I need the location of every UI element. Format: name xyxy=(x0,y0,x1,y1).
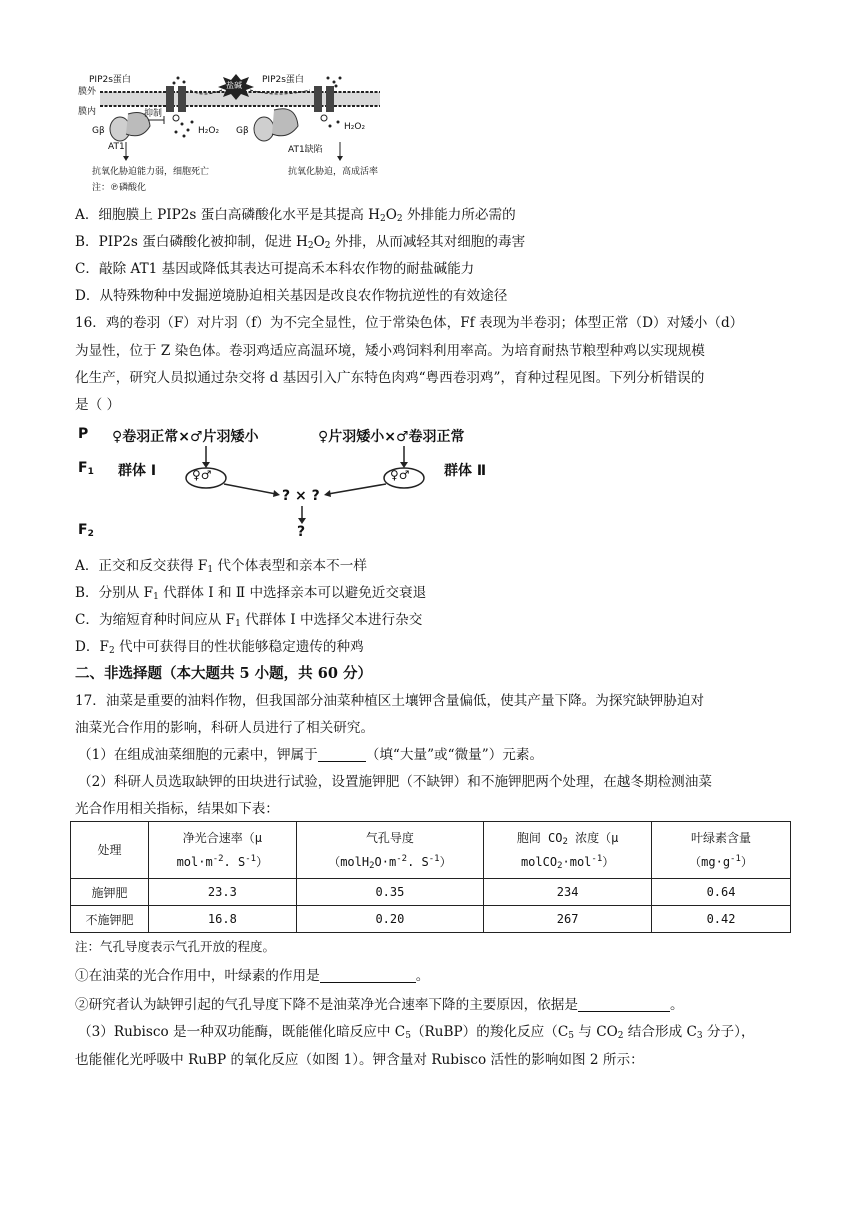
group2-label: 群体 Ⅱ xyxy=(444,463,487,479)
header-net-photosynthesis: 净光合速率（μ $mol\cdot m^{-2}$. $S^{-1}$） xyxy=(149,822,297,879)
figure1-note: 注：℗磷酸化 xyxy=(92,183,147,193)
gbeta-right-label: Gβ xyxy=(236,126,249,136)
results-table xyxy=(70,821,791,933)
table-row xyxy=(71,906,791,933)
header-intercellular-co2: 胞间 $CO_2$ 浓度（μ molCO$_2$·mol$^{-1}$） xyxy=(484,822,652,879)
at1-right-label: AT1缺陷 xyxy=(288,145,323,155)
cell-pn: 23.3 xyxy=(149,879,297,906)
q16-option-d: D．$F_2$ 代中可获得目的性状能够稳定遗传的种鸡 xyxy=(75,639,364,656)
header-stomatal-conductance: 气孔导度 （$molH_2O\cdot m^{-2}$. $S^{-1}$） xyxy=(296,822,484,879)
q16-stem-line4: 是（ ） xyxy=(75,397,121,413)
breeding-diagram xyxy=(78,424,518,542)
outcome-right-label: 抗氧化胁迫，高成活率 xyxy=(288,167,379,177)
q17-part1: （1）在组成油菜细胞的元素中，钾属于 （填“大量”或“微量”）元素。 xyxy=(78,747,544,763)
group1-label: 群体 I xyxy=(118,463,157,479)
cell-treatment: 不施钾肥 xyxy=(71,906,149,933)
at1-left-label: AT1 xyxy=(108,142,125,152)
q17-subq2: ②研究者认为缺钾引起的气孔导度下降不是油菜净光合速率下降的主要原因，依据是 。 xyxy=(75,997,684,1013)
q15-option-a: A．细胞膜上 PIP2s 蛋白高磷酸化水平是其提高 $H_2O_2$ 外排能力所必需的 xyxy=(75,207,516,224)
generation-f1-label: $F_1$ xyxy=(78,460,94,477)
answer-blank-3[interactable] xyxy=(578,997,670,1012)
right-protein-label: PIP2s蛋白 xyxy=(262,75,304,85)
f2-result: ? xyxy=(297,524,306,540)
cross-right: ♀片羽矮小×♂卷羽正常 xyxy=(318,429,465,445)
q15-option-c: C．敲除 AT1 基因或降低其表达可提高禾本科农作物的耐盐碱能力 xyxy=(75,261,475,277)
q16-stem-line2: 为显性，位于 Z 染色体。卷羽鸡适应高温环境，矮小鸡饲料利用率高。为培育耐热节粮型种鸡以实现规模 xyxy=(75,343,705,359)
table-row xyxy=(71,879,791,906)
header-treatment: 处理 xyxy=(71,822,149,879)
inhibit-label: 抑制 xyxy=(144,109,163,119)
cell-pn: 16.8 xyxy=(149,906,297,933)
table-note: 注：气孔导度表示气孔开放的程度。 xyxy=(75,939,276,954)
q17-part2-line1: （2）科研人员选取缺钾的田块进行试验，设置施钾肥（不缺钾）和不施钾肥两个处理，在越冬期检测油菜 xyxy=(78,774,712,790)
outcome-left-label: 抗氧化胁迫能力弱，细胞死亡 xyxy=(92,167,210,177)
q16-stem-line1: 16．鸡的卷羽（F）对片羽（f）为不完全显性，位于常染色体，Ff 表现为半卷羽；体型正常（D）对矮小（d） xyxy=(75,315,744,331)
cell-gs: 0.20 xyxy=(296,906,484,933)
q16-option-b: B．分别从 $F_1$ 代群体 Ⅰ 和 Ⅱ 中选择亲本可以避免近交衰退 xyxy=(75,585,427,602)
q17-subq1: ①在油菜的光合作用中，叶绿素的作用是 。 xyxy=(75,968,430,984)
cell-chl: 0.42 xyxy=(652,906,791,933)
cell-gs: 0.35 xyxy=(296,879,484,906)
generation-f2-label: $F_2$ xyxy=(78,522,94,539)
q16-option-c: C．为缩短育种时间应从 $F_1$ 代群体 Ⅰ 中选择父本进行杂交 xyxy=(75,612,423,629)
gbeta-left-label: Gβ xyxy=(92,126,105,136)
table-header-row xyxy=(71,822,791,879)
q16-stem-line3: 化生产，研究人员拟通过杂交将 d 基因引入广东特色肉鸡“粤西卷羽鸡”，育种过程见图。下列分析错误的 xyxy=(75,370,705,386)
cell-ci: 234 xyxy=(484,879,652,906)
cell-ci: 267 xyxy=(484,906,652,933)
q17-stem-line2: 油菜光合作用的影响，科研人员进行了相关研究。 xyxy=(75,720,375,736)
q17-part3-line2: 也能催化光呼吸中 RuBP 的氧化反应（如图 1）。钾含量对 Rubisco 活性的影响如图 2 所示： xyxy=(75,1052,644,1068)
h2o2-left-label: H₂O₂ xyxy=(198,126,220,136)
membrane-diagram xyxy=(78,74,388,200)
salt-label: 盐碱 xyxy=(226,81,242,90)
answer-blank-2[interactable] xyxy=(320,968,416,983)
left-protein-label: PIP2s蛋白 xyxy=(89,75,131,85)
pair-left: ♀♂ xyxy=(192,468,212,482)
header-chlorophyll: 叶绿素含量 $(mg\cdot g^{-1})$ xyxy=(652,822,791,879)
cell-treatment: 施钾肥 xyxy=(71,879,149,906)
membrane-inner-label: 膜内 xyxy=(78,107,97,117)
q15-option-d: D．从特殊物种中发掘逆境胁迫相关基因是改良农作物抗逆性的有效途径 xyxy=(75,288,508,304)
q16-option-a: A．正交和反交获得 $F_1$ 代个体表型和亲本不一样 xyxy=(75,558,367,575)
q15-option-b: B．PIP2s 蛋白磷酸化被抑制，促进 $H_2O_2$ 外排，从而减轻其对细胞的毒害 xyxy=(75,234,526,251)
q17-part3-line1: （3）Rubisco 是一种双功能酶，既能催化暗反应中 $C_5(RuBP)$的羧化反应（$C_5$ 与 $CO_2$ 结合形成 $C_3$ 分子）， xyxy=(78,1024,755,1041)
pair-right: ♀♂ xyxy=(390,468,410,482)
cell-chl: 0.64 xyxy=(652,879,791,906)
generation-p-label: P xyxy=(78,426,89,442)
membrane-outer-label: 膜外 xyxy=(78,87,97,97)
section-2-heading: 二、非选择题（本大题共 5 小题，共 60 分） xyxy=(75,665,372,682)
answer-blank-1[interactable] xyxy=(318,747,366,762)
q17-stem-line1: 17．油菜是重要的油料作物，但我国部分油菜种植区土壤钾含量偏低，使其产量下降。为探究缺钾胁迫对 xyxy=(75,693,705,709)
h2o2-right-label: H₂O₂ xyxy=(344,122,366,132)
cross-left: ♀卷羽正常×♂片羽矮小 xyxy=(112,429,259,445)
q17-part2-line2: 光合作用相关指标，结果如下表： xyxy=(75,801,279,817)
cross-middle: ? × ? xyxy=(282,488,320,504)
